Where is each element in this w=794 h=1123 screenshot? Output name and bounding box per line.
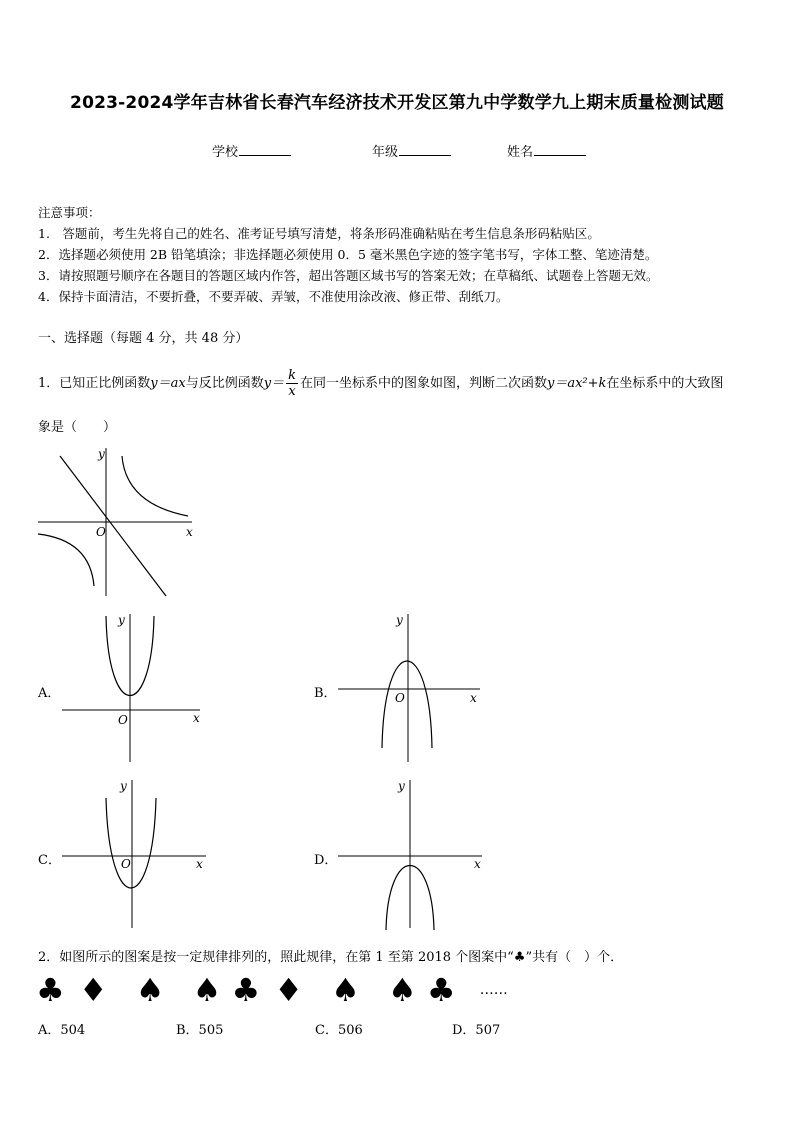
y-axis-label: y (98, 447, 105, 461)
option-a-graph[interactable] (60, 612, 204, 764)
note-item-4: 4．保持卡面清洁，不要折叠，不要弄破、弄皱，不准使用涂改液、修正带、刮纸刀。 (38, 289, 509, 304)
option-d-graph[interactable] (336, 778, 486, 930)
diamond-icon: ♦ (274, 971, 303, 1009)
y-axis-label: y (120, 779, 127, 793)
y-axis-label: y (118, 613, 125, 627)
ellipsis: …… (479, 982, 508, 998)
name-field (507, 141, 586, 160)
hyperbola-branch-lower (38, 534, 94, 586)
fraction-numerator: k (288, 368, 296, 383)
option-d-label[interactable]: D． (314, 853, 338, 868)
linear-function-line (60, 456, 166, 596)
grade-blank (399, 143, 451, 156)
note-item-1: 1. 答题前，考生先将自己的姓名、准考证号填写清楚，将条形码准确粘贴在考生信息条形码粘贴区。 (38, 226, 600, 241)
q2-option-b[interactable]: B．505 (176, 1023, 224, 1038)
name-blank (534, 143, 586, 156)
x-axis-label: x (193, 711, 200, 725)
origin-label: O (121, 857, 131, 871)
y-axis-label: y (398, 779, 405, 793)
q1-formula-inverse-left: y＝ (263, 376, 285, 391)
spade-icon: ♠ (331, 971, 360, 1009)
origin-label: O (395, 691, 405, 705)
section-heading: 一、选择题（每题 4 分，共 48 分） (38, 331, 249, 346)
spade-icon: ♠ (192, 971, 222, 1009)
q1-stem-graph (36, 446, 196, 598)
diamond-icon: ♦ (78, 971, 108, 1009)
question-1-line2: 象是（ ） (38, 420, 117, 435)
q2-option-a[interactable]: A．504 (38, 1023, 86, 1038)
club-icon: ♣ (36, 971, 65, 1009)
q2-option-d[interactable]: D．507 (452, 1023, 501, 1038)
page-title: 2023-2024学年吉林省长春汽车经济技术开发区第九中学数学九上期末质量检测试题 (70, 93, 724, 113)
q2-option-c[interactable]: C．506 (315, 1023, 363, 1038)
option-c-graph[interactable] (60, 778, 210, 930)
question-2-text: 2．如图所示的图案是按一定规律排列的，照此规律，在第 1 至第 2018 个图案中“♣”共有（ ）个． (38, 950, 624, 965)
q1-formula-quadratic: y＝ax²+k (547, 376, 607, 391)
name-label: 姓名 (507, 145, 534, 160)
note-item-2: 2．选择题必须使用 2B 铅笔填涂；非选择题必须使用 0．5 毫米黑色字迹的签字笔书写，字体工整、笔迹清楚。 (38, 247, 658, 262)
hyperbola-branch-upper (122, 456, 188, 516)
notes-heading: 注意事项： (38, 205, 101, 220)
x-axis-label: x (186, 525, 193, 539)
grade-field (372, 141, 451, 160)
question-1-text (38, 368, 723, 399)
q1-prefix: 1．已知正比例函数 (38, 376, 151, 391)
school-blank (239, 143, 291, 156)
option-a-label[interactable]: A． (38, 686, 61, 701)
spade-icon: ♠ (135, 971, 165, 1009)
option-b-label[interactable]: B． (314, 686, 337, 701)
q1-fraction (286, 368, 298, 399)
notes-block (38, 202, 658, 307)
option-b-graph[interactable] (336, 612, 486, 764)
school-field (212, 141, 291, 160)
school-label: 学校 (212, 145, 239, 160)
spade-icon: ♠ (388, 971, 417, 1009)
fraction-denominator: x (288, 384, 296, 399)
origin-label: O (118, 713, 128, 727)
y-axis-label: y (396, 613, 403, 627)
parabola-down (382, 661, 432, 748)
origin-label: O (96, 525, 106, 539)
club-icon: ♣ (231, 971, 261, 1009)
suit-pattern-row (36, 970, 508, 1010)
grade-label: 年级 (372, 145, 399, 160)
x-axis-label: x (470, 691, 477, 705)
q1-suffix: 在坐标系中的大致图 (606, 376, 724, 391)
q1-formula-linear: y＝ax (150, 376, 186, 391)
note-item-3: 3．请按照题号顺序在各题目的答题区域内作答，超出答题区域书写的答案无效；在草稿纸、试题卷上答题无效。 (38, 268, 659, 283)
q1-mid1: 与反比例函数 (185, 376, 264, 391)
x-axis-label: x (196, 857, 203, 871)
club-icon: ♣ (426, 971, 456, 1009)
x-axis-label: x (474, 857, 481, 871)
q1-mid2: 在同一坐标系中的图象如图，判断二次函数 (299, 376, 547, 391)
option-c-label[interactable]: C． (38, 853, 61, 868)
parabola-up (106, 798, 156, 888)
